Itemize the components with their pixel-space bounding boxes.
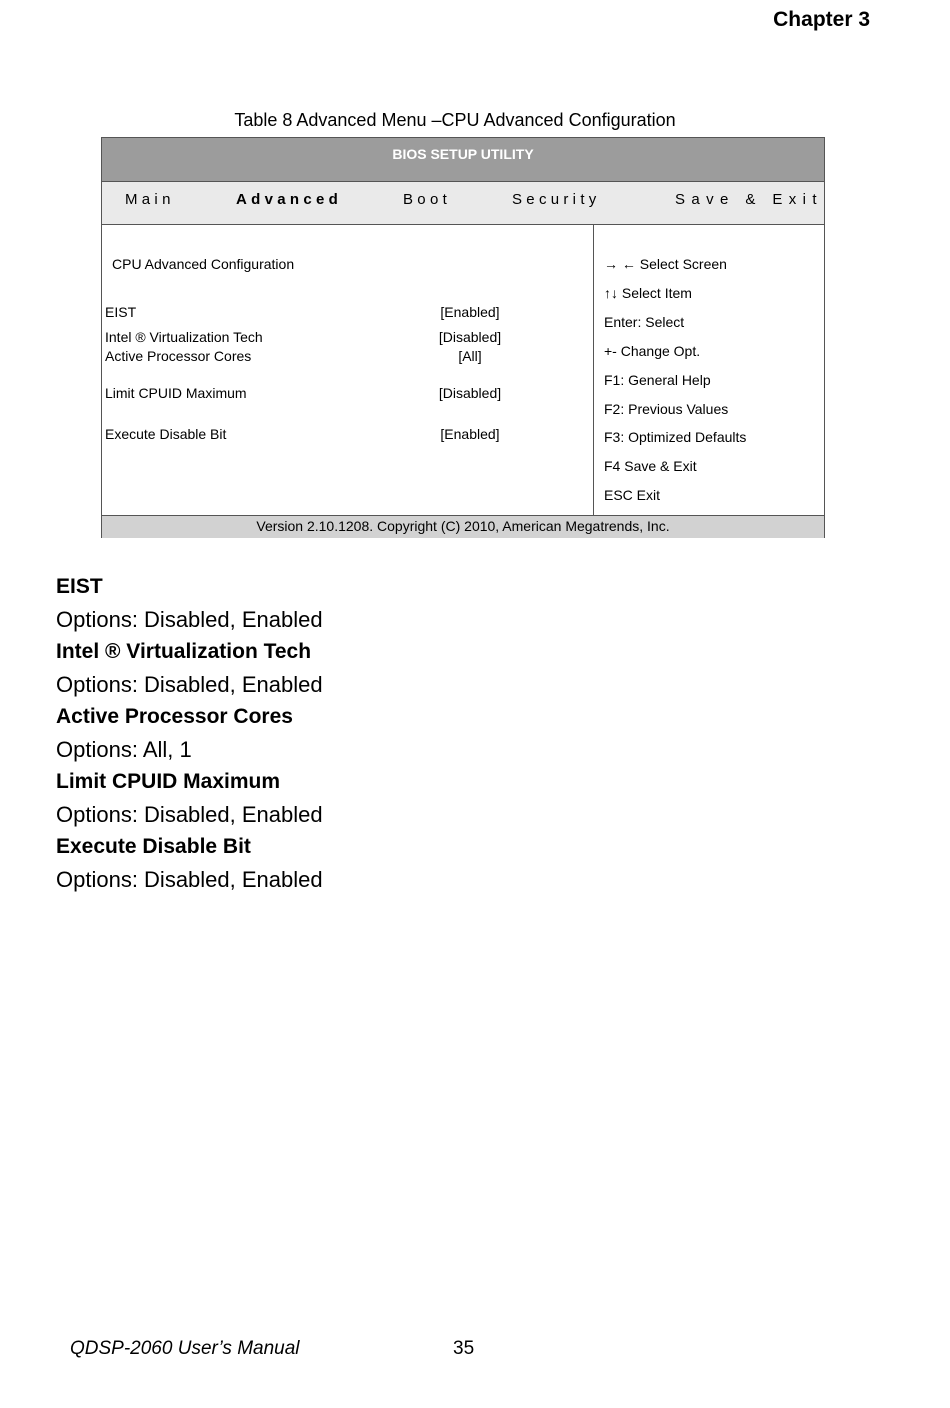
table-caption: Table 8 Advanced Menu –CPU Advanced Configuration <box>234 110 676 130</box>
help-change-opt: +- Change Opt. <box>604 343 701 359</box>
bios-screen <box>101 137 825 538</box>
setting-execute-disable-label[interactable]: Execute Disable Bit <box>105 426 227 442</box>
menu-tab-security[interactable]: Security <box>512 191 601 208</box>
menu-tab-advanced[interactable]: Advanced <box>236 191 343 208</box>
bios-menu-bar <box>102 182 824 225</box>
desc-eist-options: Options: Disabled, Enabled <box>56 607 323 632</box>
bios-title: BIOS SETUP UTILITY <box>102 138 824 182</box>
bios-version-footer: Version 2.10.1208. Copyright (C) 2010, American Megatrends, Inc. <box>102 515 824 538</box>
settings-panel <box>102 225 594 515</box>
desc-processor-cores-options: Options: All, 1 <box>56 737 192 762</box>
help-optimized-defaults: F3: Optimized Defaults <box>604 429 747 445</box>
desc-cpuid-options: Options: Disabled, Enabled <box>56 802 323 827</box>
setting-eist-value[interactable]: [Enabled] <box>440 304 500 320</box>
help-select-item: ↑↓ Select Item <box>604 285 692 301</box>
help-esc-exit: ESC Exit <box>604 487 661 503</box>
help-previous-values: F2: Previous Values <box>604 401 729 417</box>
chapter-heading: Chapter 3 <box>773 8 870 31</box>
desc-eist-title: EIST <box>56 575 103 598</box>
desc-virtualization-title: Intel ® Virtualization Tech <box>56 640 312 663</box>
help-panel <box>594 225 824 515</box>
setting-cpuid-value[interactable]: [Disabled] <box>438 385 502 401</box>
setting-virtualization-label[interactable]: Intel ® Virtualization Tech <box>105 329 263 345</box>
setting-virtualization-value[interactable]: [Disabled] <box>438 329 502 345</box>
help-enter-select: Enter: Select <box>604 314 685 330</box>
help-save-exit: F4 Save & Exit <box>604 458 697 474</box>
setting-processor-cores-label[interactable]: Active Processor Cores <box>105 348 252 364</box>
setting-processor-cores-value[interactable]: [All] <box>458 348 482 364</box>
setting-eist-label[interactable]: EIST <box>105 304 137 320</box>
setting-execute-disable-value[interactable]: [Enabled] <box>440 426 500 442</box>
menu-tab-save-exit[interactable]: Save & Exit <box>675 191 823 208</box>
section-title: CPU Advanced Configuration <box>112 256 295 272</box>
desc-execute-disable-title: Execute Disable Bit <box>56 835 251 858</box>
desc-execute-disable-options: Options: Disabled, Enabled <box>56 867 323 892</box>
setting-cpuid-label[interactable]: Limit CPUID Maximum <box>105 385 247 401</box>
menu-tab-boot[interactable]: Boot <box>403 191 452 208</box>
help-general-help: F1: General Help <box>604 372 711 388</box>
menu-tab-main[interactable]: Main <box>125 191 175 208</box>
desc-virtualization-options: Options: Disabled, Enabled <box>56 672 323 697</box>
help-select-screen: → ← Select Screen <box>604 256 727 272</box>
desc-processor-cores-title: Active Processor Cores <box>56 705 293 728</box>
page-number: 35 <box>453 1338 475 1359</box>
desc-cpuid-title: Limit CPUID Maximum <box>56 770 281 793</box>
manual-title: QDSP-2060 User’s Manual <box>70 1338 300 1359</box>
